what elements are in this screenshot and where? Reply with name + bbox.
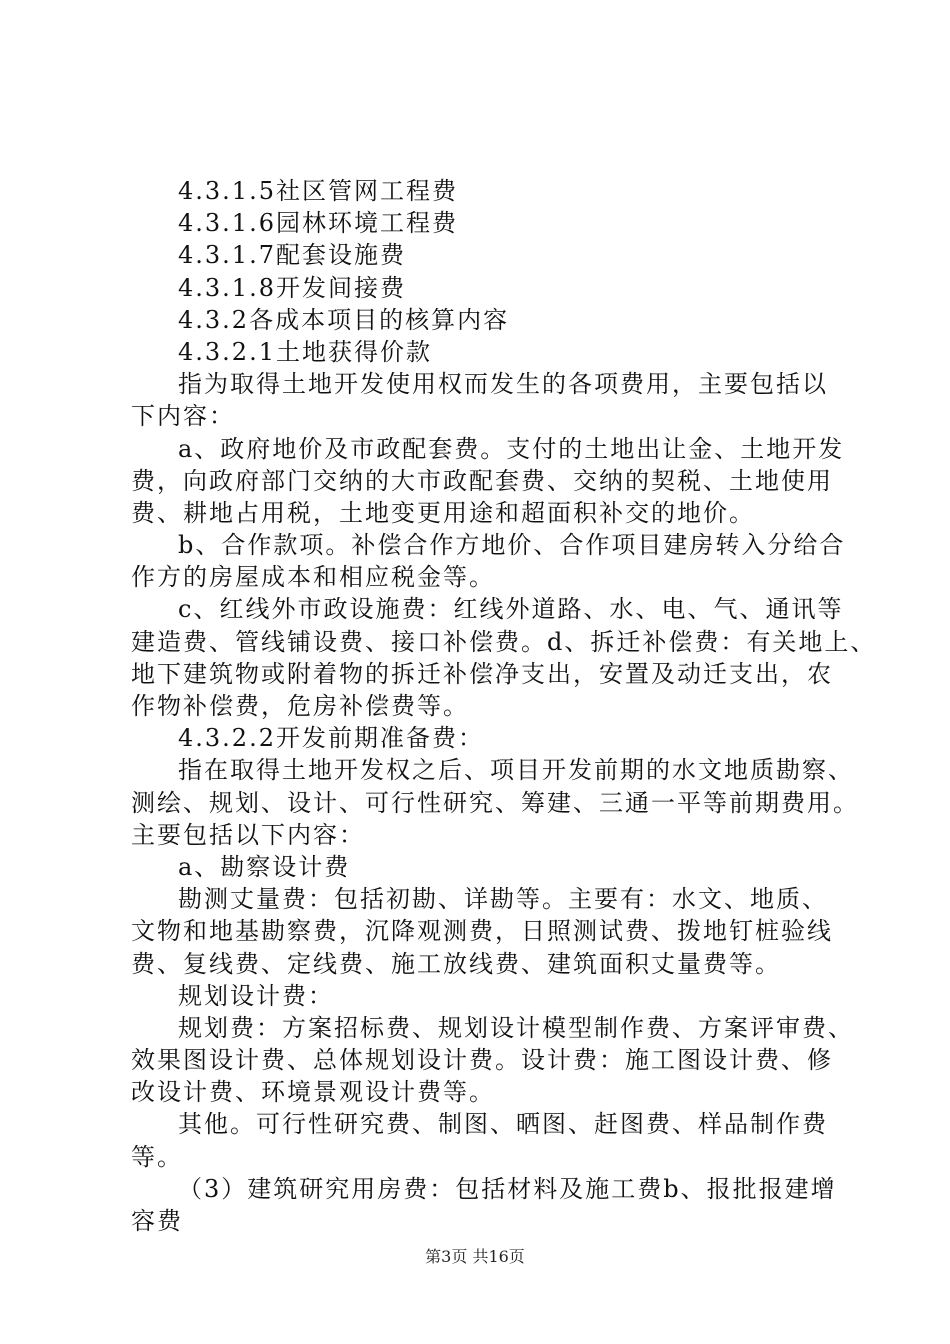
paragraph-line: 改设计费、环境景观设计费等。 [131, 1078, 495, 1107]
paragraph-line: a、政府地价及市政配套费。支付的土地出让金、土地开发 [178, 434, 845, 463]
paragraph-line: 勘测丈量费：包括初勘、详勘等。主要有：水文、地质、 [178, 885, 828, 914]
page-number-footer: 第3页 共16页 [425, 1247, 525, 1266]
paragraph-line: 测绘、规划、设计、可行性研究、筹建、三通一平等前期费用。 [131, 788, 859, 817]
paragraph-line: 容费 [131, 1207, 183, 1235]
paragraph-line: 作方的房屋成本和相应税金等。 [131, 563, 495, 592]
paragraph-line: 建造费、管线铺设费、接口补偿费。d、拆迁补偿费：有关地上、 [131, 627, 877, 656]
heading-4-3-1-7: 4.3.1.7配套设施费 [178, 241, 406, 270]
paragraph-line: 等。 [131, 1142, 183, 1171]
document-body [131, 175, 877, 1237]
paragraph-line: 费、耕地占用税，土地变更用途和超面积补交的地价。 [131, 498, 755, 527]
paragraph-line: 效果图设计费、总体规划设计费。设计费：施工图设计费、修 [131, 1046, 833, 1075]
paragraph-line: 规划设计费： [178, 981, 334, 1010]
paragraph-line: 地下建筑物或附着物的拆迁补偿净支出，安置及动迁支出，农 [131, 659, 833, 688]
heading-4-3-1-8: 4.3.1.8开发间接费 [178, 273, 406, 302]
paragraph-line: 费，向政府部门交纳的大市政配套费、交纳的契税、土地使用 [131, 466, 833, 495]
heading-4-3-2: 4.3.2各成本项目的核算内容 [178, 305, 510, 334]
paragraph-line: b、合作款项。补偿合作方地价、合作项目建房转入分给合 [178, 531, 846, 560]
heading-4-3-1-5: 4.3.1.5社区管网工程费 [178, 177, 458, 205]
paragraph-line: 费、复线费、定线费、施工放线费、建筑面积丈量费等。 [131, 949, 781, 978]
paragraph-line: 下内容： [131, 402, 235, 431]
paragraph-line: c、红线外市政设施费：红线外道路、水、电、气、通讯等 [178, 595, 844, 624]
paragraph-line: 其他。可行性研究费、制图、晒图、赶图费、样品制作费 [178, 1110, 828, 1139]
paragraph-line: 规划费：方案招标费、规划设计模型制作费、方案评审费、 [178, 1013, 854, 1042]
paragraph-line: 主要包括以下内容： [131, 820, 365, 849]
paragraph-line: a、勘察设计费 [178, 852, 351, 881]
paragraph-line: （3）建筑研究用房费：包括材料及施工费b、报批报建增 [178, 1174, 837, 1203]
heading-4-3-2-2: 4.3.2.2开发前期准备费： [178, 724, 484, 753]
paragraph-line: 指为取得土地开发使用权而发生的各项费用，主要包括以 [178, 370, 828, 399]
heading-4-3-1-6: 4.3.1.6园林环境工程费 [178, 209, 458, 238]
heading-4-3-2-1: 4.3.2.1土地获得价款 [178, 337, 432, 366]
paragraph-line: 文物和地基勘察费，沉降观测费，日照测试费、拨地钉桩验线 [131, 917, 833, 946]
paragraph-line: 作物补偿费，危房补偿费等。 [131, 692, 469, 720]
paragraph-line: 指在取得土地开发权之后、项目开发前期的水文地质勘察、 [178, 756, 854, 785]
